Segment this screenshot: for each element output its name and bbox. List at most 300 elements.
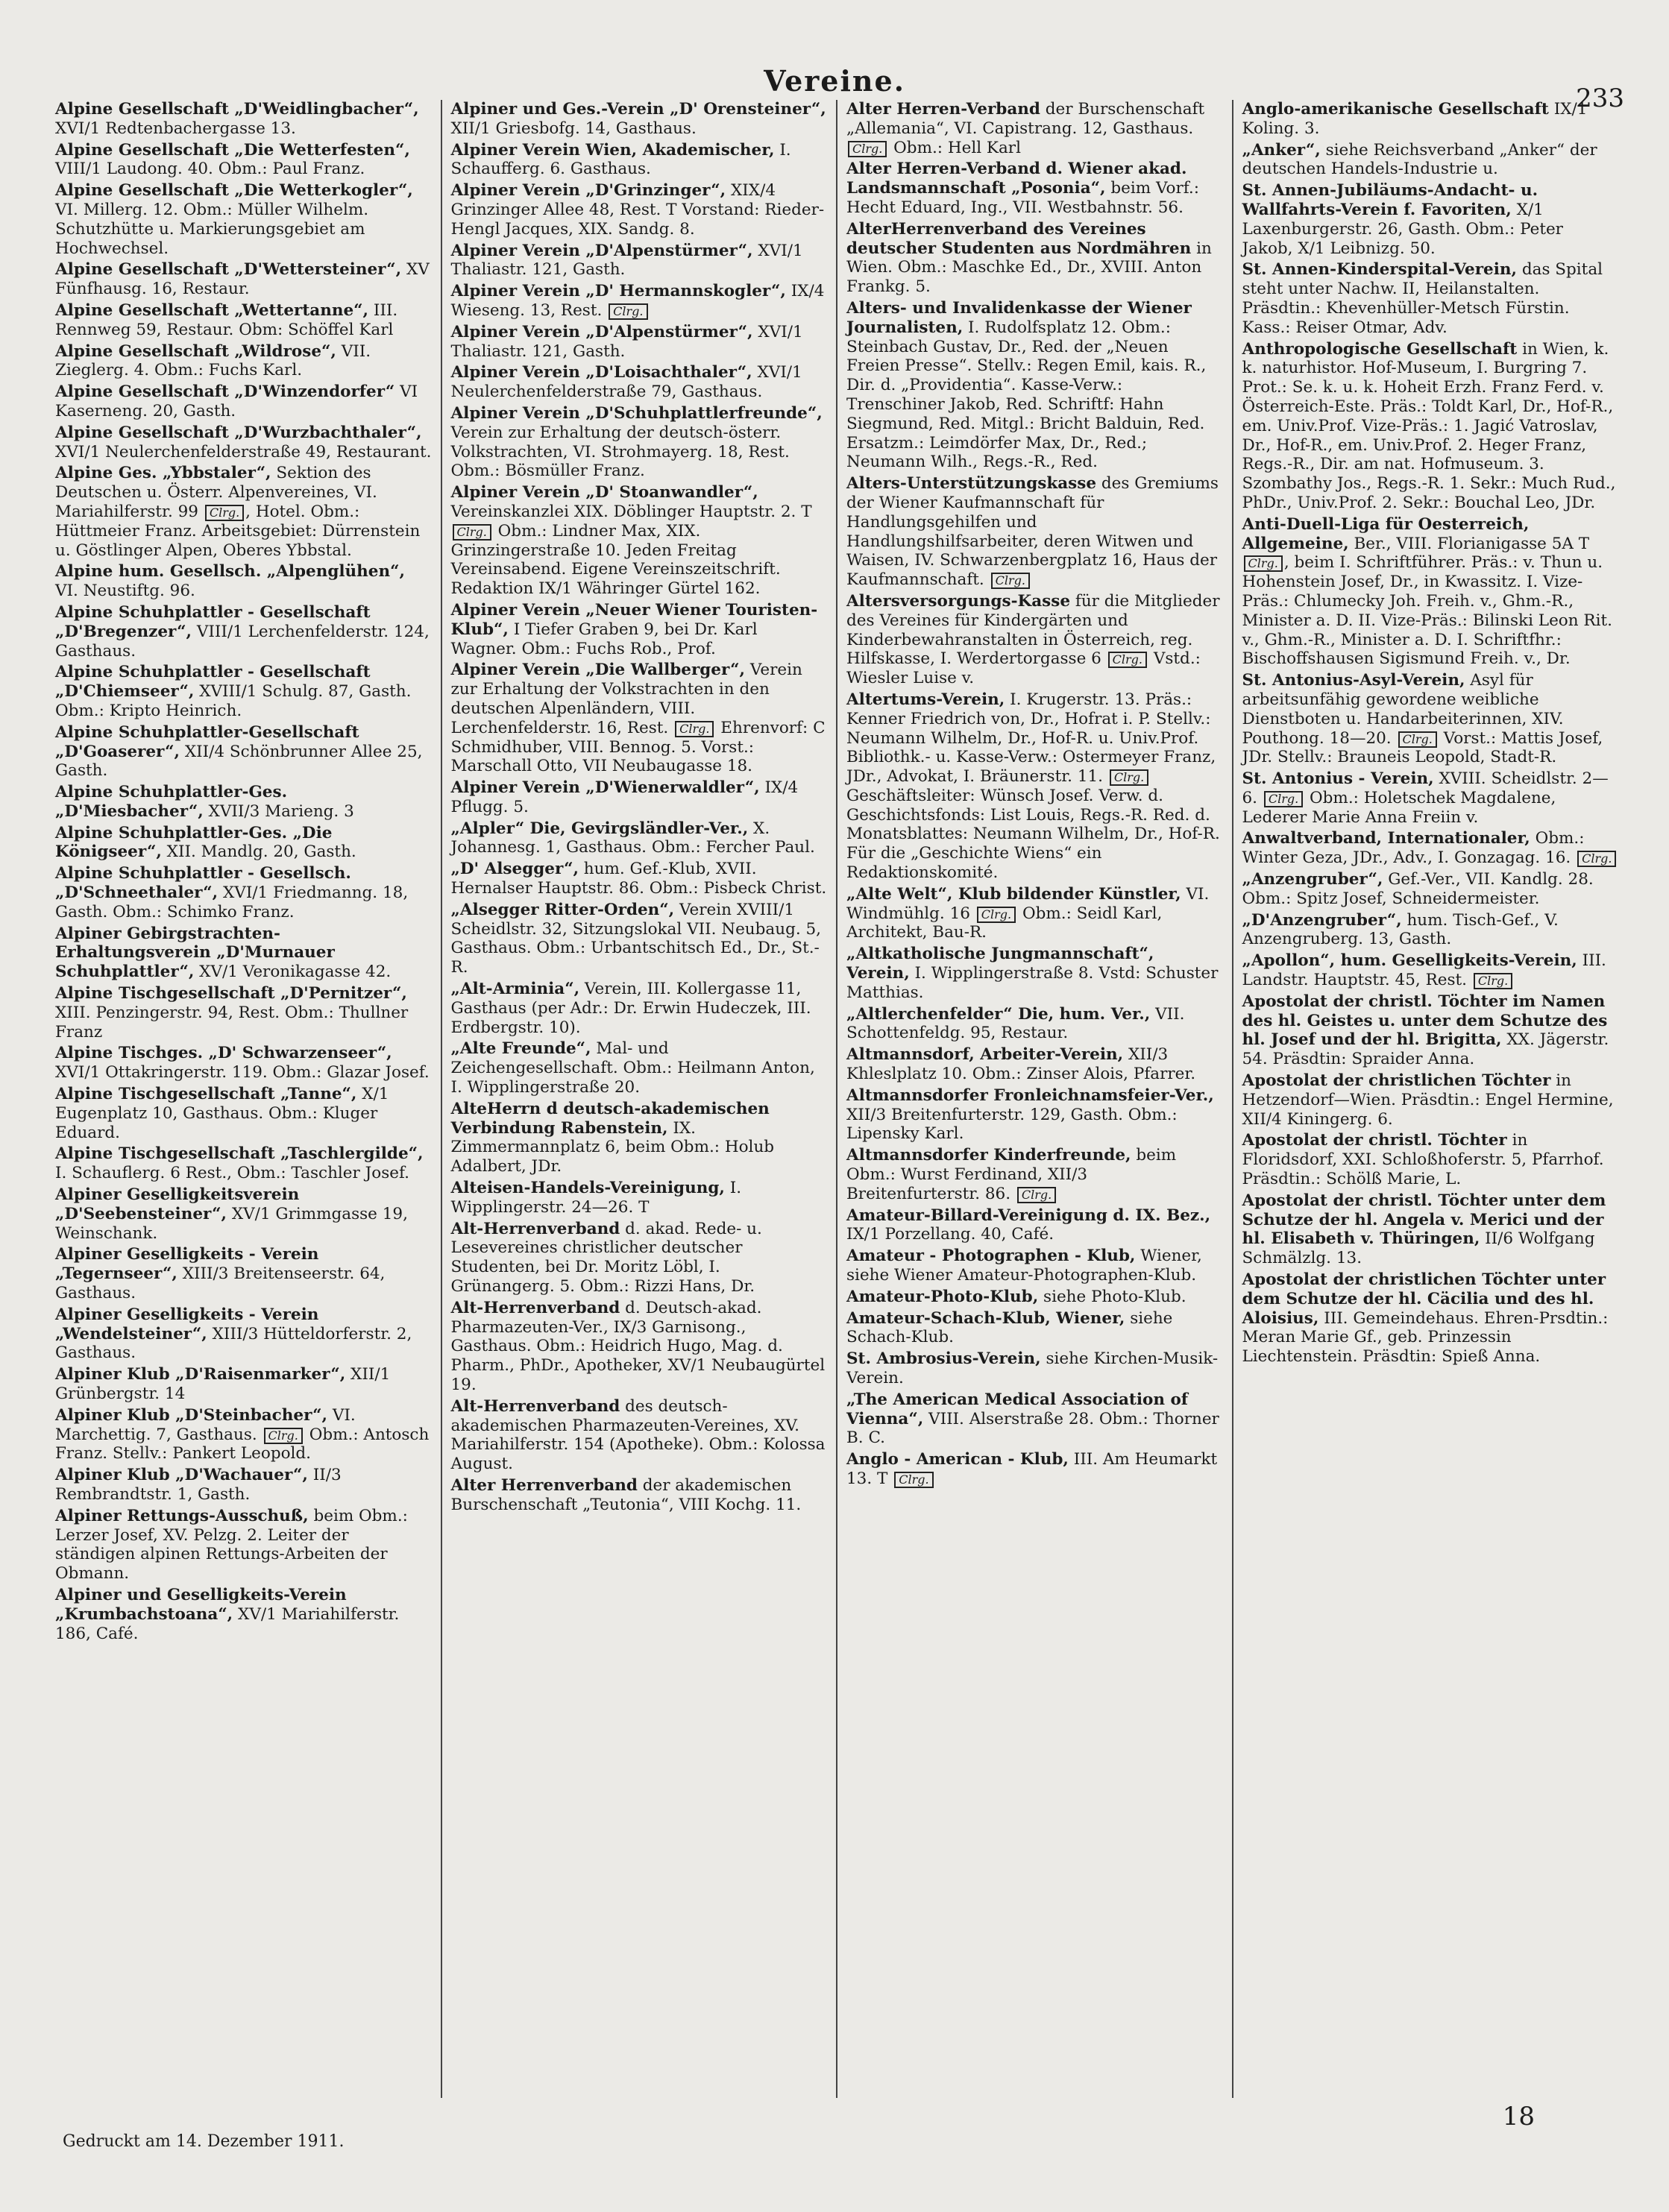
column-3 — [837, 100, 1233, 2098]
entry-text: XX. Jägerstr. 54. Präsdtin: Spraider Anna. — [1242, 1030, 1609, 1069]
clrg-badge: Clrg. — [991, 573, 1030, 589]
entry-name: Alpiner Rettungs-Ausschuß, — [55, 1506, 309, 1525]
entry-text-continued: Obm.: Seidl Karl, Architekt, Bau-R. — [846, 904, 1163, 942]
entry-text: Verein zur Erhaltung der deutsch-österr. Volkstrachten, VI. Strohmayerg. 18, Rest. Obm.: Bösmüller Franz. — [450, 423, 790, 481]
clrg-badge: Clrg. — [675, 721, 714, 737]
directory-entry — [55, 1185, 432, 1243]
entry-text-continued: , Hotel. Obm.: Hüttmeier Franz. Arbeitsgebiet: Dürrenstein u. Göstlinger Alpen, Oberes Ybbstal. — [55, 502, 421, 560]
entry-name: AlterHerrenverband des Vereines deutscher Studenten aus Nordmähren — [846, 219, 1192, 258]
entry-name: Altmannsdorfer Kinderfreunde, — [846, 1146, 1131, 1165]
directory-entry — [451, 181, 828, 239]
entry-name: „Altkatholische Jungmannschaft“, Verein, — [846, 945, 1154, 983]
directory-entry — [846, 1206, 1223, 1245]
directory-entry — [55, 423, 432, 462]
page-number: 233 — [1576, 83, 1624, 113]
entry-text: XVI/1 Thaliastr. 121, Gasth. — [450, 241, 803, 280]
entry-text: beim Vorf.: Hecht Eduard, Ing., VII. Westbahnstr. 56. — [846, 179, 1199, 217]
directory-entry — [451, 242, 828, 280]
directory-entry — [55, 603, 432, 661]
directory-entry — [1242, 671, 1619, 767]
entry-name: „Anzengruber“, — [1242, 870, 1383, 889]
entry-text: in Floridsdorf, XXI. Schloßhoferstr. 5, Pfarrhof. Präsdtin.: Schölß Marie, L. — [1242, 1131, 1604, 1189]
entry-name: Alpiner und Ges.-Verein „D' Orensteiner“, — [450, 100, 826, 119]
clrg-badge: Clrg. — [609, 303, 647, 320]
entry-text: Mal- und Zeichengesellschaft. Obm.: Heilmann Anton, I. Wipplingerstraße 20. — [450, 1039, 815, 1097]
clrg-badge: Clrg. — [1108, 652, 1147, 668]
directory-entry — [1242, 260, 1619, 337]
entry-name: Alter Herrenverband — [450, 1475, 638, 1495]
clrg-badge: Clrg. — [1244, 555, 1283, 572]
clrg-badge: Clrg. — [205, 505, 244, 521]
directory-entry — [55, 1466, 432, 1504]
entry-name: Amateur-Billard-Vereinigung d. IX. Bez., — [846, 1206, 1211, 1225]
directory-entry — [451, 1179, 828, 1217]
entry-name: Alpine Schuhplattler-Ges. „Die Königseer“, — [55, 823, 333, 862]
entry-name: Apostolat der christl. Töchter — [1242, 1131, 1507, 1150]
clrg-badge: Clrg. — [1577, 851, 1616, 867]
entry-text: III. Rennweg 59, Restaur. Obm: Schöffel Karl — [55, 300, 398, 339]
entry-text: siehe Schach-Klub. — [846, 1308, 1173, 1347]
entry-name: Alpine Gesellschaft „D'Wurzbachthaler“, — [55, 423, 422, 442]
entry-name: Alpine Gesellschaft „Die Wetterfesten“, — [55, 140, 410, 160]
directory-entry — [55, 1365, 432, 1404]
entry-text: Verein, III. Kollergasse 11, Gasthaus (per Adr.: Dr. Erwin Hudeczek, III. Erdbergstr. 10). — [450, 980, 811, 1037]
entry-text: XVI/1 Neulerchenfelderstraße 49, Restaurant. — [55, 442, 432, 461]
directory-entry — [55, 464, 432, 560]
directory-entry — [846, 100, 1223, 157]
directory-entry — [846, 1146, 1223, 1203]
entry-text: XVII/3 Marieng. 3 — [208, 801, 354, 821]
directory-entry — [55, 1044, 432, 1083]
entry-text: X/1 Eugenplatz 10, Gasthaus. Obm.: Kluger Eduard. — [55, 1085, 389, 1142]
entry-text-continued: Obm.: Holetschek Magdalene, Lederer Marie Anna Freiin v. — [1242, 788, 1556, 827]
entry-text: Ber., VIII. Florianigasse 5A T — [1354, 534, 1590, 553]
entry-text: I Tiefer Graben 9, bei Dr. Karl Wagner. Obm.: Fuchs Rob., Prof. — [450, 620, 758, 658]
entry-text: siehe Photo-Klub. — [1043, 1287, 1186, 1306]
entry-name: St. Antonius-Asyl-Verein, — [1242, 671, 1465, 690]
entry-text: III. Am Heumarkt 13. T — [846, 1450, 1218, 1488]
entry-name: „Altlerchenfelder“ Die, hum. Ver., — [846, 1004, 1151, 1024]
entry-name: Alpiner Geselligkeits - Verein „Tegernseer“, — [55, 1245, 319, 1284]
entry-text: XVI/1 Redtenbachergasse 13. — [55, 119, 296, 138]
entry-text: VII. Zieglerg. 4. Obm.: Fuchs Karl. — [55, 341, 371, 380]
entry-text: VI. Millerg. 12. Obm.: Müller Wilhelm. Schutzhütte u. Markierungsgebiet am Hochwechsel. — [55, 200, 369, 258]
entry-name: Alpiner Verein „D' Hermannskogler“, — [450, 282, 786, 301]
entry-text: IX. Zimmermannplatz 6, beim Obm.: Holub Adalbert, JDr. — [450, 1118, 775, 1176]
entry-name: „Alpler“ Die, Gevirgsländler-Ver., — [450, 819, 749, 838]
directory-entry — [55, 141, 432, 180]
entry-text: Sektion des Deutschen u. Österr. Alpenvereines, VI. Mariahilferstr. 99 — [55, 464, 377, 521]
entry-text: XVI/1 Thaliastr. 121, Gasth. — [450, 322, 803, 361]
directory-entry — [451, 601, 828, 658]
entry-name: Alpiner Verein „Neuer Wiener Touristen-Klub“, — [450, 600, 818, 639]
directory-entry — [1242, 829, 1619, 868]
entry-name: Alpiner Klub „D'Raisenmarker“, — [55, 1365, 346, 1384]
entry-text: XII/4 Schönbrunner Allee 25, Gasth. — [55, 742, 423, 781]
clrg-badge: Clrg. — [264, 1428, 303, 1444]
entry-text-continued: Obm.: Antosch Franz. Stellv.: Pankert Leopold. — [55, 1425, 430, 1463]
entry-name: Alpine Tischgesellschaft „D'Pernitzer“, — [55, 984, 407, 1003]
directory-entry — [846, 160, 1223, 217]
entry-name: Apostolat der christlichen Töchter unter dem Schutze der hl. Cäcilia und des hl. Aloisius, — [1242, 1270, 1606, 1328]
clrg-badge: Clrg. — [1474, 973, 1512, 989]
entry-name: Alpine Schuhplattler - Gesellsch. „D'Schneethaler“, — [55, 864, 351, 903]
entry-name: „Alsegger Ritter-Orden“, — [450, 900, 675, 919]
entry-name: „Alte Freunde“, — [450, 1039, 591, 1059]
entry-text-continued: Obm.: Lindner Max, XIX. Grinzingerstraße 10. Jeden Freitag Vereinsabend. Eigene Vereinszeitschrift. Redaktion IX/1 Währinger Gürtel 162. — [450, 521, 781, 599]
directory-entry — [451, 1397, 828, 1474]
entry-name: Anthropologische Gesellschaft — [1242, 339, 1518, 359]
directory-entry — [846, 1309, 1223, 1348]
entry-text: Verein zur Erhaltung der Volkstrachten in den deutschen Alpenländern, VIII. Lerchenfelderstr. 16, Rest. — [450, 661, 802, 737]
entry-name: Anwaltverband, Internationaler, — [1242, 829, 1530, 848]
directory-entry — [1242, 141, 1619, 180]
entry-text-continued: Vorst.: Mattis Josef, JDr. Stellv.: Brauneis Leopold, Stadt-R. — [1242, 728, 1603, 767]
entry-name: „Anker“, — [1242, 140, 1321, 160]
directory-entry — [846, 885, 1223, 942]
entry-name: Alpine Schuhplattler - Gesellschaft „D'Chiemseer“, — [55, 663, 371, 702]
entry-text: I. Schauflerg. 6 Rest., Obm.: Taschler Josef. — [55, 1164, 409, 1183]
directory-entry — [1242, 100, 1619, 139]
directory-entry — [846, 690, 1223, 883]
entry-text: VIII. Alserstraße 28. Obm.: Thorner B. C. — [846, 1409, 1219, 1448]
entry-text-continued: Obm.: Hell Karl — [888, 138, 1021, 157]
entry-text: VI. Windmühlg. 16 — [846, 884, 1210, 923]
entry-text: I. Rudolfsplatz 12. Obm.: Steinbach Gustav, Dr., Red. der „Neuen Freien Presse“. Stellv.: Regen Emil, kais. R., Dir. d. „Providentia“. Kasse-Verw.: Trenschiner Jakob, Red. Schriftf: Hahn Siegmund, Red. Mitgl.: Bricht Balduin, Red. Ersatzm.: Leimdörfer Max, Dr., Red.; Neumann Wilh., Regs.-R., Red. — [846, 318, 1207, 472]
entry-name: Alpiner Verein „D'Alpenstürmer“, — [450, 322, 753, 341]
entry-text-continued: Vstd.: Wiesler Luise v. — [846, 649, 1201, 688]
directory-entry — [1242, 1270, 1619, 1367]
entry-name: Alt-Herrenverband — [450, 1298, 620, 1317]
page-title: Vereine. — [764, 64, 905, 98]
directory-entry — [55, 1085, 432, 1142]
directory-entry — [451, 661, 828, 776]
entry-text: VI Kaserneng. 20, Gasth. — [55, 382, 418, 420]
entry-name: Apostolat der christl. Töchter unter dem Schutze der hl. Angela v. Merici und der hl. Elisabeth v. Thüringen, — [1242, 1191, 1606, 1249]
clrg-badge: Clrg. — [1017, 1187, 1056, 1203]
directory-entry — [1242, 1191, 1619, 1268]
directory-entry — [55, 100, 432, 139]
entry-name: Alpiner Verein „D'Grinzinger“, — [450, 181, 726, 201]
entry-text-continued: Geschäftsleiter: Wünsch Josef. Verw. d. Geschichtsfonds: List Louis, Regs.-R. Red. d. Monatsblattes: Neumann Wilhelm, Dr., Hof-R. Für die „Geschichte Wiens“ ein Redaktionskomité. — [846, 786, 1220, 883]
directory-entry — [1242, 340, 1619, 513]
entry-text: Gef.-Ver., VII. Kandlg. 28. Obm.: Spitz Josef, Schneidermeister. — [1242, 870, 1594, 908]
entry-text: beim Obm.: Lerzer Josef, XV. Pelzg. 2. Leiter der ständigen alpinen Rettungs-Arbeiten der Obmann. — [55, 1506, 408, 1584]
entry-text: d. akad. Rede- u. Lesevereines christlicher deutscher Studenten, bei Dr. Moritz Löbl, I. Grünangerg. 5. Obm.: Rizzi Hans, Dr. — [450, 1219, 762, 1296]
entry-text: III. Gemeindehaus. Ehren-Prsdtin.: Meran Marie Gf., geb. Prinzessin Liechtenstein. Präsdtin: Spieß Anna. — [1242, 1308, 1609, 1367]
column-2 — [442, 100, 838, 2098]
entry-name: Alpiner Verein „D'Loisachthaler“, — [450, 363, 752, 382]
entry-name: Alters-Unterstützungskasse — [846, 474, 1097, 494]
clrg-badge: Clrg. — [453, 524, 491, 541]
directory-entry — [451, 860, 828, 898]
entry-text: siehe Kirchen-Musik-Verein. — [846, 1349, 1219, 1387]
entry-name: Altmannsdorfer Fronleichnamsfeier-Ver., — [846, 1085, 1214, 1105]
sheet-number: 18 — [1502, 2102, 1535, 2131]
directory-entry — [55, 1507, 432, 1584]
entry-text: hum. Tisch-Gef., V. Anzengruberg. 13, Gasth. — [1242, 910, 1559, 949]
entry-name: Alt-Herrenverband — [450, 1219, 620, 1238]
entry-text: VIII/1 Laudong. 40. Obm.: Paul Franz. — [55, 160, 365, 179]
entry-text: XV Fünfhausg. 16, Restaur. — [55, 260, 430, 299]
entry-text: I. Wipplingerstraße 8. Vstd: Schuster Matthias. — [846, 964, 1219, 1002]
directory-entry — [451, 1220, 828, 1296]
directory-entry — [55, 181, 432, 258]
entry-name: Alpine Gesellschaft „D'Weidlingbacher“, — [55, 100, 419, 119]
entry-name: Alpine Tischges. „D' Schwarzenseer“, — [55, 1044, 392, 1063]
directory-entry — [55, 984, 432, 1042]
entry-text: XV/1 Mariahilferstr. 186, Café. — [55, 1604, 400, 1643]
directory-entry — [1242, 515, 1619, 669]
entry-text: XV/1 Veronikagasse 42. — [199, 962, 392, 982]
clrg-badge: Clrg. — [1110, 769, 1148, 786]
clrg-badge: Clrg. — [894, 1472, 933, 1488]
entry-name: Alpiner Verein „D' Stoanwandler“, — [450, 483, 758, 502]
entry-name: Alteisen-Handels-Vereinigung, — [450, 1179, 725, 1198]
entry-name: Alpiner und Geselligkeits-Verein „Krumbachstoana“, — [55, 1585, 347, 1624]
directory-entry — [55, 342, 432, 381]
directory-entry — [1242, 870, 1619, 909]
directory-entry — [846, 474, 1223, 590]
entry-text: II/6 Wolfgang Schmälzlg. 13. — [1242, 1229, 1595, 1268]
entry-columns — [46, 100, 1627, 2098]
clrg-badge: Clrg. — [1398, 731, 1437, 748]
directory-entry — [451, 778, 828, 817]
entry-text: XII/3 Breitenfurterstr. 129, Gasth. Obm.: Lipensky Karl. — [846, 1105, 1178, 1144]
entry-text: IX/4 Wieseng. 13, Rest. — [450, 282, 825, 320]
clrg-badge: Clrg. — [848, 141, 887, 157]
entry-text: VI. Neustiftg. 96. — [55, 582, 195, 601]
entry-text: XII/1 Grünbergstr. 14 — [55, 1365, 391, 1403]
directory-entry — [55, 663, 432, 720]
entry-name: Alpiner Geselligkeitsverein „D'Seebensteiner“, — [55, 1185, 300, 1223]
entry-text: in Wien, k. k. naturhistor. Hof-Museum, I. Burgring 7. Prot.: Se. k. u. k. Hoheit Erzh. Franz Ferd. v. Österreich-Este. Präs.: Toldt Karl, Dr., Hof-R., em. Univ.Prof. Vize-Präs.: 1. Jagić Vatroslav, Dr., Hof-R., em. Univ.Prof. 2. Heger Franz, Regs.-R., Dir. am nat. Hofmuseum. 3. Szombathy Jos., Regs.-R. 1. Sekr.: Much Rud., PhDr., Univ.Prof. 2. Sekr.: Bouchal Leo, JDr. — [1242, 339, 1616, 512]
entry-name: „D'Anzengruber“, — [1242, 910, 1402, 930]
entry-name: Alpiner Verein „Die Wallberger“, — [450, 661, 745, 680]
directory-entry — [846, 1390, 1223, 1448]
directory-entry — [1242, 769, 1619, 827]
directory-entry — [55, 723, 432, 781]
entry-name: Alpiner Verein Wien, Akademischer, — [450, 140, 775, 160]
entry-name: Alpiner Geselligkeits - Verein „Wendelsteiner“, — [55, 1305, 319, 1343]
directory-entry — [1242, 911, 1619, 950]
directory-entry — [55, 1245, 432, 1302]
entry-text: XVIII. Scheidlstr. 2—6. — [1242, 769, 1609, 807]
directory-entry — [846, 945, 1223, 1002]
entry-text: IX/4 Pflugg. 5. — [450, 778, 799, 816]
entry-text: XII/3 Khleslplatz 10. Obm.: Zinser Alois, Pfarrer. — [846, 1045, 1196, 1084]
directory-entry — [55, 864, 432, 921]
directory-entry — [55, 1586, 432, 1643]
directory-entry — [846, 592, 1223, 688]
directory-entry — [1242, 1131, 1619, 1188]
directory-entry — [451, 363, 828, 402]
entry-text-continued: Ehrenvorf: C Schmidhuber, VIII. Bennog. 5. Vorst.: Marschall Otto, VII Neubaugasse 18. — [450, 718, 826, 776]
entry-text: I. Schaufferg. 6. Gasthaus. — [450, 140, 791, 179]
entry-text-continued: , beim I. Schriftführer. Präs.: v. Thun u. Hohenstein Josef, Dr., in Kwassitz. I. Vize-Präs.: Chlumecky Joh. Freih. v., Ghm.-R., Minister a. D. II. Vize-Präs.: Bilinski Leon Rit. v., Ghm.-R., Minister a. D. I. Schriftfhr.: Bischoffshausen Sigismund Freih. v., Dr. — [1242, 553, 1612, 669]
entry-text: XII. Mandlg. 20, Gasth. — [166, 842, 356, 862]
entry-name: Alpine Schuhplattler-Gesellschaft „D'Goaserer“, — [55, 722, 359, 761]
entry-text: in Hetzendorf—Wien. Präsdtin.: Engel Hermine, XII/4 Kiningerg. 6. — [1242, 1071, 1614, 1129]
entry-text: d. Deutsch-akad. Pharmazeuten-Ver., IX/3 Garnisong., Gasthaus. Obm.: Heidrich Hugo, Mag. d. Pharm., PhDr., Apotheker, XV/1 Neubaugürtel 19. — [450, 1298, 826, 1394]
entry-name: Alpine hum. Gesellsch. „Alpenglühen“, — [55, 562, 405, 582]
directory-entry — [55, 1406, 432, 1463]
entry-text: für die Mitglieder des Vereines für Kindergärten und Kinderbewahranstalten in Österreich, reg. Hilfskasse, I. Werdertorgasse 6 — [846, 591, 1220, 669]
entry-name: Alpine Ges. „Ybbstaler“, — [55, 464, 271, 483]
entry-name: AlteHerrn d deutsch-akademischen Verbindung Rabenstein, — [450, 1099, 770, 1138]
directory-entry — [846, 1247, 1223, 1285]
entry-text: XVIII/1 Schulg. 87, Gasth. Obm.: Kripto Heinrich. — [55, 682, 412, 720]
entry-text: X. Johannesg. 1, Gasthaus. Obm.: Fercher Paul. — [450, 819, 815, 857]
entry-name: Alpine Gesellschaft „Wettertanne“, — [55, 300, 369, 320]
entry-text: X/1 Laxenburgerstr. 26, Gasth. Obm.: Peter Jakob, X/1 Leibnizg. 50. — [1242, 200, 1563, 258]
entry-text: I. Krugerstr. 13. Präs.: Kenner Friedrich von, Dr., Hofrat i. P. Stellv.: Neumann Wilhelm, Dr., Hof-R. u. Univ.Prof. Bibliothk.- u. Kasse-Verw.: Ostermeyer Franz, JDr., Advokat, I. Bräunerstr. 11. — [846, 690, 1216, 787]
entry-name: Apostolat der christl. Töchter im Namen des hl. Geistes u. unter dem Schutze des hl. Josef und der hl. Brigitta, — [1242, 992, 1608, 1050]
entry-name: Alpine Schuhplattler-Ges. „D'Miesbacher“, — [55, 783, 288, 821]
entry-text: Asyl für arbeitsunfähig gewordene weibliche Dienstboten u. Handarbeiterinnen, XIV. Pouthong. 18—20. — [1242, 671, 1564, 748]
entry-text: XVI/1 Neulerchenfelderstraße 79, Gasthaus. — [450, 363, 802, 402]
directory-entry — [451, 1039, 828, 1097]
entry-name: Altmannsdorf, Arbeiter-Verein, — [846, 1045, 1124, 1065]
clrg-badge: Clrg. — [1264, 791, 1303, 807]
entry-name: Altersversorgungs-Kasse — [846, 591, 1071, 611]
entry-name: Alpiner Gebirgstrachten-Erhaltungsverein „D'Murnauer Schuhplattler“, — [55, 924, 335, 982]
directory-entry — [846, 1288, 1223, 1307]
entry-text: IX/1 Koling. 3. — [1242, 100, 1588, 138]
entry-name: Alpine Gesellschaft „Die Wetterkogler“, — [55, 181, 413, 201]
entry-name: Alter Herren-Verband — [846, 100, 1040, 119]
entry-name: Amateur - Photographen - Klub, — [846, 1247, 1136, 1266]
entry-text: II/3 Rembrandtstr. 1, Gasth. — [55, 1466, 342, 1504]
entry-text: Verein XVIII/1 Scheidlstr. 32, Sitzungslokal VII. Neubaug. 5, Gasthaus. Obm.: Urbantschitsch Ed., Dr., St.-R. — [450, 900, 822, 977]
clrg-badge: Clrg. — [977, 907, 1016, 923]
entry-name: Alpiner Klub „D'Wachauer“, — [55, 1466, 308, 1485]
entry-text: XVI/1 Friedmanng. 18, Gasth. Obm.: Schimko Franz. — [55, 883, 409, 921]
directory-entry — [55, 924, 432, 982]
directory-entry — [1242, 181, 1619, 258]
entry-name: Alpiner Verein „D'Wienerwaldler“, — [450, 778, 760, 798]
entry-name: Alpine Gesellschaft „D'Wettersteiner“, — [55, 260, 402, 280]
entry-name: „The American Medical Association of Vienna“, — [846, 1390, 1189, 1428]
entry-name: Alpine Schuhplattler - Gesellschaft „D'Bregenzer“, — [55, 602, 371, 641]
directory-entry — [846, 1005, 1223, 1044]
entry-text: XII/1 Griesbofg. 14, Gasthaus. — [450, 119, 697, 138]
entry-text: Obm.: Winter Geza, JDr., Adv., I. Gonzagag. 16. — [1242, 829, 1585, 868]
print-date: Gedruckt am 14. Dezember 1911. — [63, 2132, 345, 2151]
directory-entry — [451, 819, 828, 858]
directory-entry — [451, 141, 828, 180]
entry-name: Amateur-Schach-Klub, Wiener, — [846, 1308, 1125, 1328]
entry-text: XV/1 Grimmgasse 19, Weinschank. — [55, 1204, 408, 1243]
directory-entry — [451, 1100, 828, 1176]
entry-name: St. Annen-Kinderspital-Verein, — [1242, 260, 1518, 280]
directory-entry — [55, 382, 432, 421]
entry-text: das Spital steht unter Nachw. II, Heilanstalten. Präsdtin.: Khevenhüller-Metsch Fürstin. Kass.: Reiser Otmar, Adv. — [1242, 260, 1603, 337]
entry-text: Vereinskanzlei XIX. Döblinger Hauptstr. 2. T — [450, 502, 812, 521]
entry-name: Anti-Duell-Liga für Oesterreich, Allgemeine, — [1242, 514, 1530, 553]
entry-text: III. Landstr. Hauptstr. 45, Rest. — [1242, 951, 1606, 990]
directory-entry — [1242, 1071, 1619, 1129]
entry-name: „Alt-Arminia“, — [450, 980, 580, 999]
directory-entry — [846, 220, 1223, 297]
entry-text: XIII/3 Hütteldorferstr. 2, Gasthaus. — [55, 1324, 412, 1363]
directory-entry — [451, 404, 828, 481]
directory-entry — [55, 301, 432, 340]
entry-text: beim Obm.: Wurst Ferdinand, XII/3 Breitenfurterstr. 86. — [846, 1146, 1177, 1203]
entry-name: „D' Alsegger“, — [450, 860, 579, 879]
entry-text: Wiener, siehe Wiener Amateur-Photographen-Klub. — [846, 1247, 1202, 1285]
directory-entry — [55, 562, 432, 601]
entry-name: Alpine Tischgesellschaft „Taschlergilde“, — [55, 1144, 424, 1164]
entry-text: IX/1 Porzellang. 40, Café. — [846, 1225, 1054, 1244]
column-1 — [46, 100, 442, 2098]
entry-text: VIII/1 Lerchenfelderstr. 124, Gasthaus. — [55, 622, 430, 661]
entry-text: XIII/3 Breitenseerstr. 64, Gasthaus. — [55, 1264, 386, 1303]
directory-entry — [846, 1349, 1223, 1388]
directory-entry — [55, 783, 432, 822]
entry-name: Anglo-amerikanische Gesellschaft — [1242, 100, 1549, 119]
entry-name: Alpiner Klub „D'Steinbacher“, — [55, 1405, 328, 1425]
entry-text: des deutsch-akademischen Pharmazeuten-Vereines, XV. Mariahilferstr. 154 (Apotheke). Obm.: Kolossa August. — [450, 1396, 826, 1474]
entry-name: Altertums-Verein, — [846, 690, 1005, 709]
directory-entry — [451, 901, 828, 977]
entry-name: Alpiner Verein „D'Schuhplattlerfreunde“, — [450, 403, 823, 423]
entry-text: XIII. Penzingerstr. 94, Rest. Obm.: Thullner Franz — [55, 1003, 409, 1042]
entry-name: Apostolat der christlichen Töchter — [1242, 1071, 1551, 1091]
directory-entry — [846, 1045, 1223, 1084]
entry-name: St. Ambrosius-Verein, — [846, 1349, 1041, 1369]
directory-entry — [55, 1144, 432, 1183]
directory-entry — [846, 299, 1223, 472]
entry-name: Alter Herren-Verband d. Wiener akad. Landsmannschaft „Posonia“, — [846, 160, 1187, 198]
entry-text: VI. Marchettig. 7, Gasthaus. — [55, 1405, 356, 1444]
entry-name: Alters- und Invalidenkasse der Wiener Journalisten, — [846, 298, 1192, 337]
directory-entry — [846, 1086, 1223, 1144]
entry-name: Alt-Herrenverband — [450, 1396, 620, 1416]
directory-entry — [55, 1305, 432, 1363]
directory-entry — [55, 260, 432, 299]
directory-entry — [55, 824, 432, 863]
entry-name: Amateur-Photo-Klub, — [846, 1287, 1039, 1306]
directory-entry — [451, 483, 828, 599]
directory-entry — [846, 1450, 1223, 1489]
entry-text: der Burschenschaft „Allemania“, VI. Capistrang. 12, Gasthaus. — [846, 100, 1205, 138]
entry-name: „Alte Welt“, Klub bildender Künstler, — [846, 884, 1181, 904]
entry-name: St. Annen-Jubiläums-Andacht- u. Wallfahrts-Verein f. Favoriten, — [1242, 181, 1538, 219]
entry-text: I. Wipplingerstr. 24—26. T — [450, 1179, 742, 1217]
directory-entry — [1242, 951, 1619, 990]
entry-text: des Gremiums der Wiener Kaufmannschaft für Handlungsgehilfen und Handlungshilfsarbeiter, deren Witwen und Waisen, IV. Schwarzenbergplatz 16, Haus der Kaufmannschaft. — [846, 474, 1219, 590]
directory-entry — [451, 282, 828, 321]
entry-text: der akademischen Burschenschaft „Teutonia“, VIII Kochg. 11. — [450, 1475, 802, 1514]
entry-name: Alpine Tischgesellschaft „Tanne“, — [55, 1085, 357, 1104]
entry-text: in Wien. Obm.: Maschke Ed., Dr., XVIII. Anton Frankg. 5. — [846, 239, 1212, 297]
directory-entry — [451, 980, 828, 1037]
entry-text: VII. Schottenfeldg. 95, Restaur. — [846, 1004, 1185, 1043]
entry-name: „Apollon“, hum. Geselligkeits-Verein, — [1242, 951, 1577, 971]
entry-text: XVI/1 Ottakringerstr. 119. Obm.: Glazar Josef. — [55, 1063, 430, 1083]
directory-entry — [451, 100, 828, 139]
column-4 — [1233, 100, 1628, 2098]
entry-name: Alpine Gesellschaft „Wildrose“, — [55, 341, 336, 361]
entry-name: Anglo - American - Klub, — [846, 1450, 1069, 1469]
entry-text: XIX/4 Grinzinger Allee 48, Rest. T Vorstand: Rieder-Hengl Jacques, XIX. Sandg. 8. — [450, 181, 825, 239]
directory-entry — [1242, 992, 1619, 1069]
directory-entry — [451, 323, 828, 362]
entry-name: St. Antonius - Verein, — [1242, 769, 1434, 789]
entry-text: siehe Reichsverband „Anker“ der deutschen Handels-Industrie u. — [1242, 140, 1597, 179]
directory-entry — [451, 1476, 828, 1515]
